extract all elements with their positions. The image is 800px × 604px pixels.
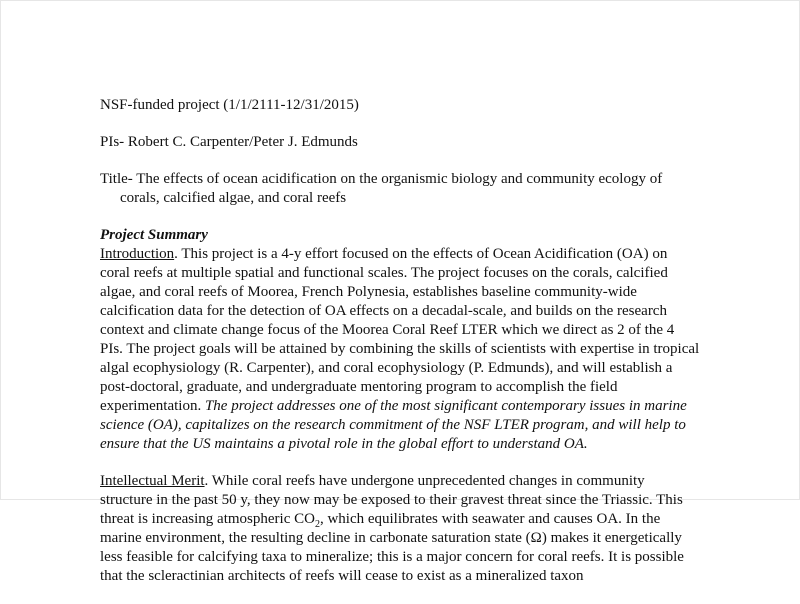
introduction-italic-text: The project addresses one of the most significant contemporary issues in marine science (OA), capitalizes on the research commitment of the NSF LTER program, and will help to ensure that the US maintains a pivotal role in the global effort to understand OA.	[100, 398, 687, 452]
pis-line: PIs- Robert C. Carpenter/Peter J. Edmunds	[100, 134, 358, 150]
intellectual-merit-label: Intellectual Merit	[100, 473, 205, 489]
introduction-text: . This project is a 4-y effort focused on the effects of Ocean Acidification (OA) on coral reefs at multiple spatial and functional scales. The project focuses on the corals, calcified algae, and coral reefs of Moorea, French Polynesia, establishes baseline community-wide calcification data for the detection of OA effects on a decadal-scale, and builds on the research context and climate change focus of the Moorea Coral Reef LTER which we direct as 2 of the 4 PIs. The project goals will be attained by combining the skills of scientists with expertise in tropical algal ecophysiology (R. Carpenter), and coral ecophysiology (P. Edmunds), and will establish a post-doctoral, graduate, and undergraduate mentoring program to accomplish the field experimentation.	[100, 246, 700, 414]
intellectual-merit-text-a: . While coral reefs have undergone unprecedented changes in community structure in the past 50 y, they now may be exposed to their gravest threat since the Triassic. This threat is increasing atmospheric CO	[100, 473, 683, 527]
project-title: Title- The effects of ocean acidification on the organismic biology and community ecology of corals, calcified algae, and coral reefs	[100, 171, 663, 206]
funding-line: NSF-funded project (1/1/2111-12/31/2015)	[100, 97, 359, 113]
intellectual-merit-text-b: , which equilibrates with seawater and causes OA. In the marine environment, the resulting decline in carbonate saturation state (Ω) makes it energetically less feasible for calcifying taxa to mineralize; this is a major concern for coral reefs. It is possible that the scleractinian architects of reefs will cease to exist as a mineralized taxon	[100, 511, 684, 584]
project-summary-heading: Project Summary	[100, 227, 208, 243]
introduction-label: Introduction	[100, 246, 175, 262]
co2-subscript: 2	[314, 519, 320, 530]
introduction-paragraph	[100, 245, 700, 454]
intellectual-merit-paragraph	[100, 472, 700, 586]
document-body	[100, 96, 700, 604]
